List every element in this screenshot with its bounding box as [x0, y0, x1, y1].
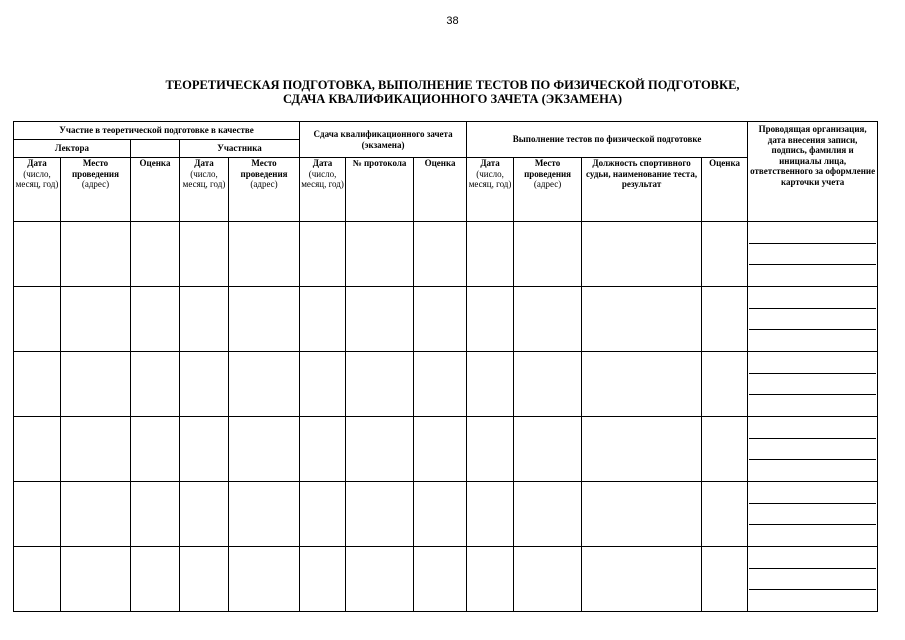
header-lector: Лектора	[14, 140, 131, 158]
header-tests-group: Выполнение тестов по физической подготовке	[467, 122, 748, 158]
col-tests-place: Место проведения (адрес)	[514, 158, 582, 222]
empty-cell[interactable]	[14, 287, 61, 352]
col-tests-grade: Оценка	[702, 158, 748, 222]
empty-cell[interactable]	[229, 547, 300, 612]
organization-subline[interactable]	[749, 287, 876, 309]
table-row	[14, 222, 878, 287]
empty-cell[interactable]	[346, 547, 414, 612]
table-row	[14, 287, 878, 352]
empty-cell[interactable]	[582, 482, 702, 547]
empty-cell[interactable]	[467, 222, 514, 287]
organization-subline[interactable]	[749, 330, 876, 351]
empty-cell[interactable]	[702, 547, 748, 612]
empty-cell[interactable]	[414, 547, 467, 612]
header-organization: Проводящая организация, дата внесения записи, подпись, фамилия и инициалы лица, ответственного за оформление карточки учета	[748, 122, 878, 222]
organization-subline[interactable]	[749, 547, 876, 569]
empty-cell[interactable]	[514, 287, 582, 352]
organization-subline[interactable]	[749, 374, 876, 396]
organization-subline[interactable]	[749, 265, 876, 286]
empty-cell[interactable]	[467, 287, 514, 352]
empty-cell[interactable]	[467, 352, 514, 417]
organization-subline[interactable]	[749, 504, 876, 526]
organization-subline[interactable]	[749, 352, 876, 374]
empty-cell[interactable]	[14, 482, 61, 547]
organization-cell	[748, 287, 878, 352]
table-row	[14, 417, 878, 482]
empty-cell[interactable]	[180, 287, 229, 352]
empty-cell[interactable]	[131, 222, 180, 287]
col-exam-date: Дата (число, месяц, год)	[300, 158, 346, 222]
empty-cell[interactable]	[180, 417, 229, 482]
empty-cell[interactable]	[702, 482, 748, 547]
empty-cell[interactable]	[346, 287, 414, 352]
empty-cell[interactable]	[582, 547, 702, 612]
col-lector-place: Место проведения (адрес)	[61, 158, 131, 222]
empty-cell[interactable]	[14, 352, 61, 417]
organization-subline[interactable]	[749, 439, 876, 461]
empty-cell[interactable]	[300, 417, 346, 482]
table-row	[14, 547, 878, 612]
title-line-1: ТЕОРЕТИЧЕСКАЯ ПОДГОТОВКА, ВЫПОЛНЕНИЕ ТЕСТОВ ПО ФИЗИЧЕСКОЙ ПОДГОТОВКЕ,	[165, 78, 740, 92]
empty-cell[interactable]	[467, 547, 514, 612]
empty-cell[interactable]	[131, 482, 180, 547]
col-participant-place: Место проведения (адрес)	[229, 158, 300, 222]
empty-cell[interactable]	[61, 352, 131, 417]
empty-cell[interactable]	[514, 482, 582, 547]
col-lector-date: Дата (число, месяц, год)	[14, 158, 61, 222]
empty-cell[interactable]	[300, 222, 346, 287]
empty-cell[interactable]	[229, 482, 300, 547]
empty-cell[interactable]	[414, 352, 467, 417]
empty-cell[interactable]	[582, 352, 702, 417]
table-body	[14, 222, 878, 612]
organization-subline[interactable]	[749, 590, 876, 611]
empty-cell[interactable]	[514, 547, 582, 612]
table-row	[14, 352, 878, 417]
empty-cell[interactable]	[514, 222, 582, 287]
organization-subline[interactable]	[749, 309, 876, 331]
empty-cell[interactable]	[467, 482, 514, 547]
empty-cell[interactable]	[229, 287, 300, 352]
empty-cell[interactable]	[14, 417, 61, 482]
empty-cell[interactable]	[300, 547, 346, 612]
empty-cell[interactable]	[61, 482, 131, 547]
header-exam-group: Сдача квалификационного зачета (экзамена)	[300, 122, 467, 158]
empty-cell[interactable]	[414, 417, 467, 482]
header-row-1	[14, 122, 878, 140]
col-tests-position: Должность спортивного судьи, наименование теста, результат	[582, 158, 702, 222]
col-tests-date: Дата (число, месяц, год)	[467, 158, 514, 222]
organization-cell	[748, 547, 878, 612]
empty-cell[interactable]	[61, 222, 131, 287]
empty-cell[interactable]	[300, 352, 346, 417]
empty-cell[interactable]	[300, 482, 346, 547]
empty-cell[interactable]	[131, 287, 180, 352]
empty-cell[interactable]	[414, 287, 467, 352]
empty-cell[interactable]	[61, 547, 131, 612]
organization-subline[interactable]	[749, 395, 876, 416]
organization-subline[interactable]	[749, 525, 876, 546]
empty-cell[interactable]	[61, 287, 131, 352]
table-row	[14, 482, 878, 547]
empty-cell[interactable]	[131, 417, 180, 482]
empty-cell[interactable]	[702, 417, 748, 482]
empty-cell[interactable]	[582, 287, 702, 352]
empty-cell[interactable]	[467, 417, 514, 482]
record-table	[13, 121, 878, 612]
empty-cell[interactable]	[180, 547, 229, 612]
empty-cell[interactable]	[702, 287, 748, 352]
page-number: 38	[446, 15, 459, 27]
organization-cell	[748, 222, 878, 287]
empty-cell[interactable]	[414, 482, 467, 547]
empty-cell[interactable]	[61, 417, 131, 482]
empty-cell[interactable]	[582, 222, 702, 287]
col-exam-protocol: № протокола	[346, 158, 414, 222]
organization-cell	[748, 352, 878, 417]
empty-cell[interactable]	[582, 417, 702, 482]
empty-cell[interactable]	[229, 352, 300, 417]
empty-cell[interactable]	[180, 352, 229, 417]
empty-cell[interactable]	[702, 352, 748, 417]
organization-subline[interactable]	[749, 244, 876, 266]
empty-cell[interactable]	[514, 352, 582, 417]
organization-cell	[748, 482, 878, 547]
empty-cell[interactable]	[131, 352, 180, 417]
empty-cell[interactable]	[14, 222, 61, 287]
organization-subline[interactable]	[749, 417, 876, 439]
col-lector-grade: Оценка	[131, 158, 180, 222]
empty-cell[interactable]	[131, 547, 180, 612]
empty-cell[interactable]	[346, 482, 414, 547]
title-line-2: СДАЧА КВАЛИФИКАЦИОННОГО ЗАЧЕТА (ЭКЗАМЕНА)	[283, 92, 622, 106]
empty-cell[interactable]	[14, 547, 61, 612]
page-title	[0, 78, 905, 106]
organization-subline[interactable]	[749, 569, 876, 591]
empty-cell[interactable]	[229, 417, 300, 482]
empty-cell[interactable]	[229, 222, 300, 287]
empty-cell[interactable]	[346, 352, 414, 417]
col-participant-date: Дата (число, месяц, год)	[180, 158, 229, 222]
organization-subline[interactable]	[749, 482, 876, 504]
organization-cell	[748, 417, 878, 482]
organization-subline[interactable]	[749, 222, 876, 244]
empty-cell[interactable]	[346, 417, 414, 482]
empty-cell[interactable]	[180, 222, 229, 287]
header-theory-group: Участие в теоретической подготовке в качестве	[14, 122, 300, 140]
organization-subline[interactable]	[749, 460, 876, 481]
col-exam-grade: Оценка	[414, 158, 467, 222]
empty-cell[interactable]	[300, 287, 346, 352]
empty-cell[interactable]	[180, 482, 229, 547]
empty-cell[interactable]	[514, 417, 582, 482]
empty-cell[interactable]	[346, 222, 414, 287]
header-participant: Участника	[180, 140, 300, 158]
empty-cell[interactable]	[414, 222, 467, 287]
empty-cell[interactable]	[702, 222, 748, 287]
